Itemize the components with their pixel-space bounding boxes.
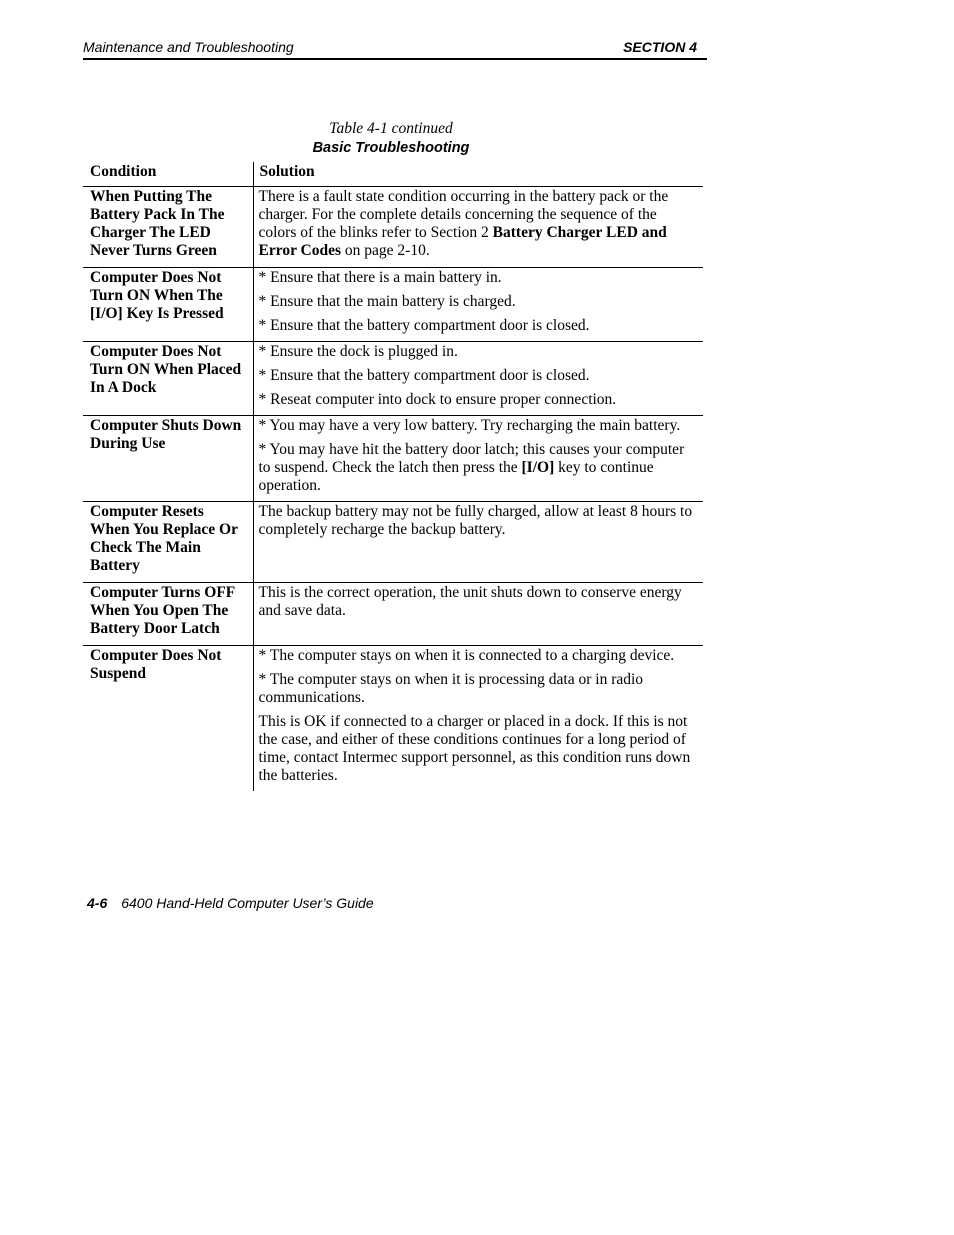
- troubleshooting-table: [83, 162, 703, 791]
- page-footer: [87, 895, 374, 911]
- solution-text: This is the correct operation, the unit shuts down to conserve energy and save data.: [258, 584, 682, 619]
- solution-cell: [253, 268, 703, 342]
- solution-text: This is OK if connected to a charger or placed in a dock. If this is not the case, and either of these conditions continues for a long period of time, contact Intermec support personnel, as this condition runs down the batteries.: [258, 713, 691, 784]
- solution-cell: [253, 646, 703, 792]
- solution-text: * Ensure that the battery compartment door is closed.: [258, 317, 590, 334]
- condition-cell: Computer Does Not Turn ON When Placed In A Dock: [90, 343, 242, 396]
- header-chapter-title: Maintenance and Troubleshooting: [83, 39, 294, 55]
- solution-paragraph: [259, 269, 696, 287]
- solution-cell: [253, 342, 703, 416]
- table-row: [83, 646, 703, 792]
- table-row: [83, 416, 703, 502]
- solution-paragraph: [259, 343, 696, 361]
- solution-text: There is a fault state condition occurring in the battery pack or the charger. For the complete details concerning the sequence of the colors of the blinks refer to Section 2: [258, 188, 669, 241]
- solution-paragraph: [259, 188, 696, 260]
- table-row: [83, 583, 703, 646]
- solution-text: * The computer stays on when it is connected to a charging device.: [258, 647, 675, 664]
- solution-text: * The computer stays on when it is processing data or in radio communications.: [258, 671, 644, 706]
- solution-paragraph: [259, 671, 696, 707]
- solution-cell: [253, 583, 703, 646]
- solution-cell: [253, 187, 703, 268]
- solution-text: The backup battery may not be fully charged, allow at least 8 hours to completely recharge the backup battery.: [258, 503, 693, 538]
- condition-cell: When Putting The Battery Pack In The Charger The LED Never Turns Green: [90, 188, 225, 259]
- solution-text: * Ensure that the battery compartment door is closed.: [258, 367, 590, 384]
- solution-cell: [253, 416, 703, 502]
- table-caption-title: Basic Troubleshooting: [312, 140, 470, 156]
- column-header-solution: Solution: [253, 162, 703, 187]
- solution-paragraph: [259, 647, 696, 665]
- table-header-row: [83, 162, 703, 187]
- solution-paragraph: [259, 441, 696, 495]
- table-row: [83, 342, 703, 416]
- table-caption-number: Table 4-1 continued: [329, 120, 453, 137]
- condition-cell: Computer Does Not Suspend: [90, 647, 222, 682]
- condition-cell: Computer Turns OFF When You Open The Battery Door Latch: [90, 584, 235, 637]
- solution-paragraph: [259, 317, 696, 335]
- solution-paragraph: [259, 584, 696, 620]
- page-number: 4-6: [87, 895, 108, 911]
- page-header: [83, 38, 707, 60]
- solution-paragraph: [259, 367, 696, 385]
- solution-paragraph: [259, 503, 696, 539]
- solution-cell: [253, 502, 703, 583]
- solution-text: * You may have a very low battery. Try recharging the main battery.: [258, 417, 681, 434]
- solution-paragraph: [259, 713, 696, 785]
- solution-text: * Ensure that the main battery is charged.: [258, 293, 516, 310]
- table-row: [83, 187, 703, 268]
- solution-paragraph: [259, 417, 696, 435]
- table-row: [83, 502, 703, 583]
- column-header-condition: Condition: [90, 163, 157, 180]
- solution-text: key to continue operation.: [258, 459, 654, 494]
- condition-cell: Computer Shuts Down During Use: [90, 417, 242, 452]
- header-section-label: SECTION 4: [623, 39, 697, 55]
- solution-text: * Ensure that there is a main battery in.: [258, 269, 502, 286]
- solution-text: * You may have hit the battery door latch; this causes your computer to suspend. Check the latch then press the: [258, 441, 685, 476]
- table-row: [83, 268, 703, 342]
- table-body: [83, 187, 703, 792]
- document-title: 6400 Hand-Held Computer User’s Guide: [121, 895, 374, 911]
- condition-cell: Computer Resets When You Replace Or Check The Main Battery: [90, 503, 238, 574]
- solution-text: on page 2-10.: [341, 242, 430, 259]
- solution-paragraph: [259, 293, 696, 311]
- solution-emphasis-text: [I/O]: [521, 459, 555, 476]
- condition-cell: Computer Does Not Turn ON When The [I/O] Key Is Pressed: [90, 269, 224, 322]
- solution-text: * Ensure the dock is plugged in.: [258, 343, 458, 360]
- solution-emphasis-text: Battery Charger LED and Error Codes: [258, 224, 667, 259]
- solution-paragraph: [259, 391, 696, 409]
- solution-text: * Reseat computer into dock to ensure proper connection.: [258, 391, 617, 408]
